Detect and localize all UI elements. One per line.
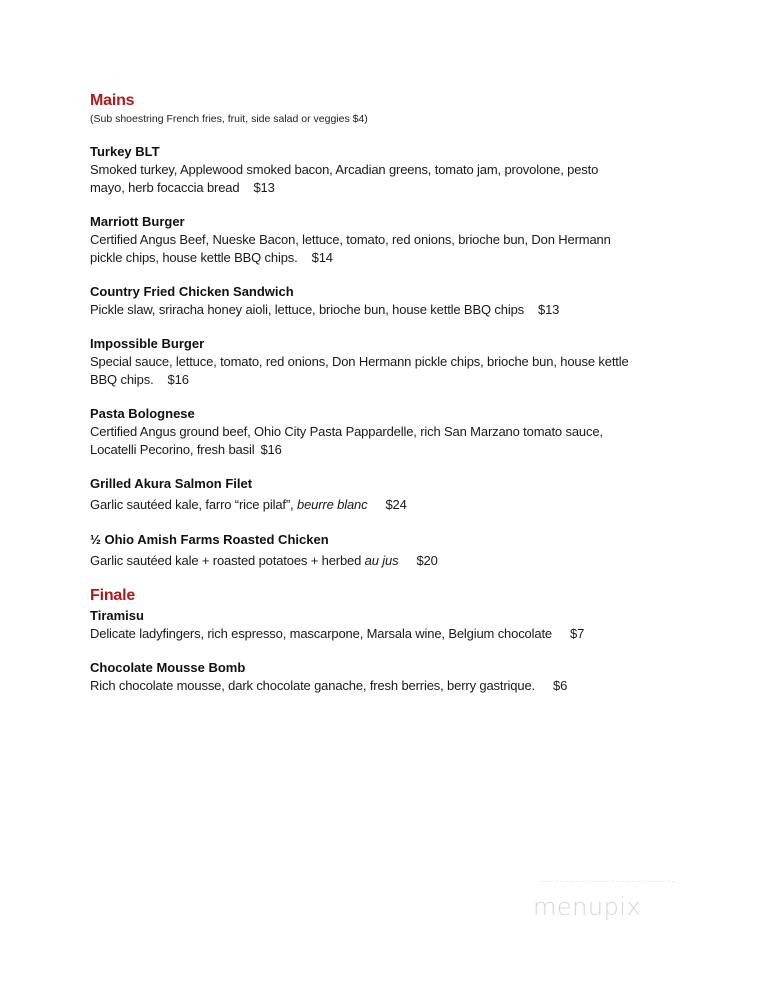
menu-item-tiramisu: [90, 607, 690, 643]
menu-item-chocolate-mousse-bomb: [90, 659, 690, 695]
menu-item-ohio-amish-farms-roasted-chicken: [90, 531, 690, 570]
item-desc: Special sauce, lettuce, tomato, red onions, Don Hermann pickle chips, brioche bun, house kettle: [90, 354, 629, 369]
item-desc: Pickle slaw, sriracha honey aioli, lettuce, brioche bun, house kettle BBQ chips: [90, 302, 524, 317]
section-note-mains: (Sub shoestring French fries, fruit, side salad or veggies $4): [90, 113, 368, 125]
item-name: ½ Ohio Amish Farms Roasted Chicken: [90, 532, 329, 547]
menu-item-pasta-bolognese: [90, 405, 690, 459]
item-desc: Garlic sautéed kale + roasted potatoes + herbed: [90, 553, 365, 568]
watermark-logo: menupix: [533, 893, 642, 921]
item-desc: Delicate ladyfingers, rich espresso, mascarpone, Marsala wine, Belgium chocolate: [90, 626, 552, 641]
item-price: $14: [311, 250, 333, 265]
menu-item-country-fried-chicken-sandwich: [90, 283, 690, 319]
item-price: $13: [253, 180, 275, 195]
menu-item-turkey-blt: [90, 143, 690, 197]
watermark-decoration: [540, 881, 675, 884]
item-price: $24: [385, 497, 407, 512]
item-price: $13: [538, 302, 560, 317]
item-price: $16: [167, 372, 189, 387]
item-desc-italic: beurre blanc: [297, 497, 368, 512]
menu-item-impossible-burger: [90, 335, 690, 389]
item-desc: Garlic sautéed kale, farro “rice pilaf”,: [90, 497, 297, 512]
item-desc: BBQ chips.: [90, 372, 154, 387]
item-price: $7: [570, 626, 585, 641]
section-title-finale: Finale: [90, 587, 136, 604]
item-name: Grilled Akura Salmon Filet: [90, 476, 253, 491]
menu-item-marriott-burger: [90, 213, 690, 267]
item-name: Turkey BLT: [90, 144, 160, 159]
item-desc: Rich chocolate mousse, dark chocolate ganache, fresh berries, berry gastrique.: [90, 678, 535, 693]
item-name: Marriott Burger: [90, 214, 185, 229]
item-desc-italic: au jus: [364, 553, 399, 568]
item-desc: Certified Angus ground beef, Ohio City Pasta Pappardelle, rich San Marzano tomato sauce,: [90, 424, 603, 439]
section-title-mains: Mains: [90, 92, 135, 109]
item-name: Impossible Burger: [90, 336, 205, 351]
item-desc: Locatelli Pecorino, fresh basil: [90, 442, 255, 457]
item-name: Tiramisu: [90, 608, 144, 623]
item-desc: Certified Angus Beef, Nueske Bacon, lettuce, tomato, red onions, brioche bun, Don Hermann: [90, 232, 611, 247]
item-name: Pasta Bolognese: [90, 406, 195, 421]
item-price: $20: [416, 553, 438, 568]
item-desc: pickle chips, house kettle BBQ chips.: [90, 250, 298, 265]
item-name: Country Fried Chicken Sandwich: [90, 284, 294, 299]
item-desc: Smoked turkey, Applewood smoked bacon, Arcadian greens, tomato jam, provolone, pesto: [90, 162, 599, 177]
item-desc: mayo, herb focaccia bread: [90, 180, 240, 195]
item-name: Chocolate Mousse Bomb: [90, 660, 246, 675]
menu-item-grilled-akura-salmon-filet: [90, 475, 690, 514]
item-price: $6: [552, 678, 568, 693]
item-price: $16: [260, 442, 282, 457]
